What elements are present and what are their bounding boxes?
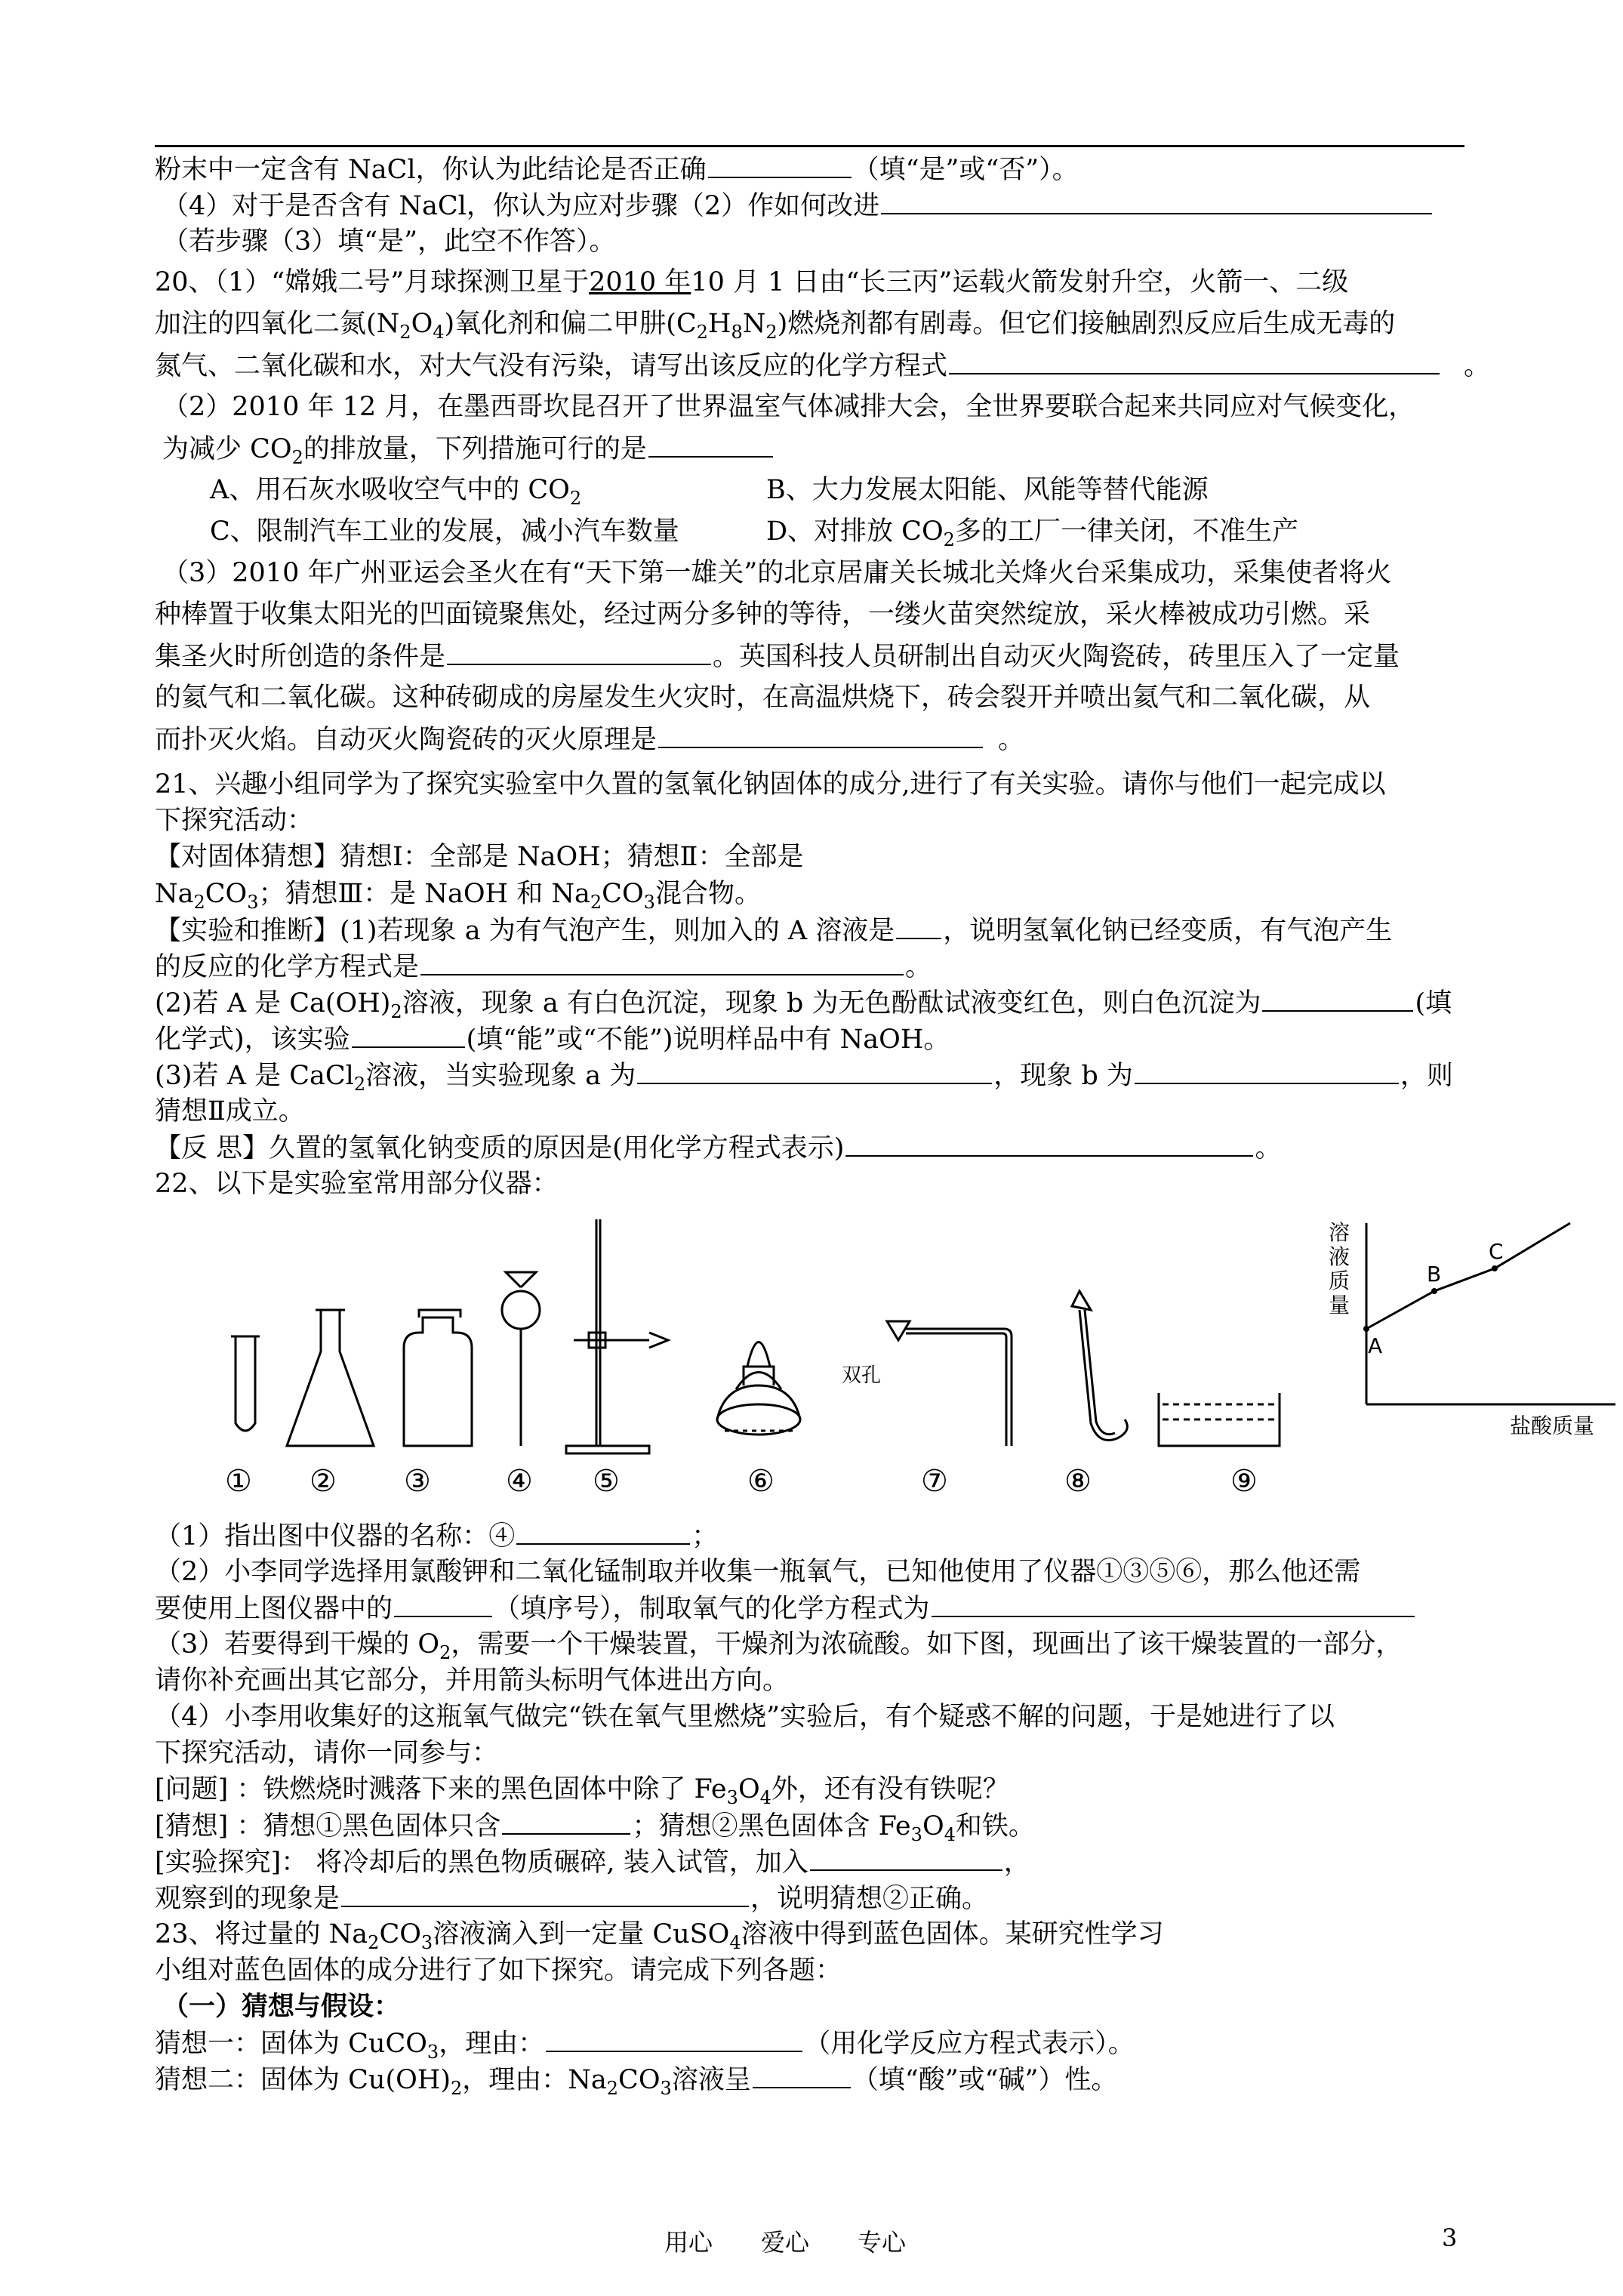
text-line: 下探究活动： — [155, 806, 314, 836]
answer-blank[interactable] — [447, 638, 711, 665]
apparatus-number: ⑥ — [747, 1464, 775, 1499]
text-line: [实验探究]： 将冷却后的黑色物质碾碎, 装入试管，加入 ， — [155, 1844, 1030, 1881]
text-line: （2）2010 年 12 月，在墨西哥坎昆召开了世界温室气体减排大会，全世界要联合起来共同应对气候变化， — [162, 392, 1415, 422]
text-line: 氮气、二氧化碳和水，对大气没有污染，请写出该反应的化学方程式 。 — [155, 347, 1490, 384]
text-line: （1）指出图中仪器的名称：④ ； — [155, 1518, 718, 1555]
text-line: （若步骤（3）填“是”，此空不作答）。 — [162, 227, 616, 257]
page-number: 3 — [1442, 2224, 1458, 2252]
answer-blank[interactable] — [753, 2061, 851, 2088]
text-line: $Na_2CO_3$；猜想Ⅲ：是 NaOH 和 $Na_2CO_3$混合物。 — [155, 879, 761, 913]
option-a: A、用石灰水吸收空气中的 $CO_2$ — [210, 475, 582, 509]
graph-ylabel-2: 液 — [1329, 1244, 1350, 1269]
answer-blank[interactable] — [637, 1057, 992, 1084]
text-line: 【实验和推断】(1)若现象 a 为有气泡产生，则加入的 A 溶液是 ，说明氢氧化钠已经变质，有气泡产生 — [155, 912, 1392, 949]
answer-blank[interactable] — [420, 948, 904, 975]
water-trough-icon — [1159, 1393, 1280, 1446]
text-line: 种棒置于收集太阳光的凹面镜聚焦处，经过两分多钟的等待，一缕火苗突然绽放，采火棒被成功引燃。采 — [155, 599, 1371, 630]
answer-blank[interactable] — [1262, 985, 1413, 1012]
text-line: 猜想一：固体为 CuCO$_3$，理由： （用化学反应方程式表示）。 — [155, 2025, 1135, 2062]
apparatus-number: ② — [310, 1464, 337, 1499]
text-line: 请你补充画出其它部分，并用箭头标明气体进出方向。 — [155, 1666, 790, 1696]
text-line: 粉末中一定含有 NaCl，你认为此结论是否正确 （填“是”或“否”）。 — [155, 151, 1079, 188]
header-rule — [155, 145, 1464, 147]
answer-blank[interactable] — [394, 1590, 492, 1617]
bent-tube-icon — [1072, 1291, 1127, 1441]
apparatus-number: ① — [225, 1464, 252, 1499]
text-line: 集圣火时所创造的条件是 。英国科技人员研制出自动灭火陶瓷砖，砖里压入了一定量 — [155, 638, 1400, 675]
apparatus-numbers — [225, 1464, 1258, 1499]
answer-blank[interactable] — [845, 1130, 1253, 1157]
text-line: （2）小李同学选择用氯酸钾和二氧化锰制取并收集一瓶氧气，已知他使用了仪器①③⑤⑥，那么他还需 — [155, 1557, 1361, 1587]
answer-blank[interactable] — [949, 347, 1440, 374]
answer-blank[interactable] — [502, 1808, 630, 1835]
text-line: 【反 思】久置的氢氧化钠变质的原因是(用化学方程式表示) 。 — [155, 1130, 1281, 1166]
graph-ylabel-1: 溶 — [1329, 1220, 1350, 1245]
graph-ylabel-4: 量 — [1329, 1293, 1350, 1318]
apparatus-number: ④ — [506, 1464, 533, 1499]
answer-blank[interactable] — [708, 151, 852, 178]
graph-ylabel-3: 质 — [1329, 1268, 1350, 1293]
text-line: 的氦气和二氧化碳。这种砖砌成的房屋发生火灾时，在高温烘烧下，砖会裂开并喷出氦气和二氧化碳，从 — [155, 683, 1371, 713]
footer-text: 用心 爱心 专心 — [664, 2228, 907, 2257]
graph-point-label: A — [1368, 1333, 1383, 1358]
text-line: 21、兴趣小组同学为了探究实验室中久置的氢氧化钠固体的成分,进行了有关实验。请你与他们一起完成以 — [155, 769, 1386, 800]
answer-blank[interactable] — [658, 721, 983, 748]
answer-blank[interactable] — [546, 2025, 802, 2052]
answer-blank[interactable] — [896, 912, 941, 939]
text-line: （3）2010 年广州亚运会圣火在有“天下第一雄关”的北京居庸关长城北关烽火台采集成功，采集使者将火 — [162, 558, 1392, 588]
graph-point — [1492, 1265, 1498, 1271]
answer-blank[interactable] — [881, 187, 1432, 214]
apparatus-figure — [204, 1204, 1329, 1506]
text-line: 化学式)，该实验 (填“能”或“不能”)说明样品中有 NaOH。 — [155, 1021, 950, 1058]
alcohol-lamp-icon — [717, 1342, 800, 1435]
option-c: C、限制汽车工业的发展，减小汽车数量 — [210, 516, 679, 547]
answer-blank[interactable] — [648, 430, 773, 458]
text-line: （4）小李用收集好的这瓶氧气做完“铁在氧气里燃烧”实验后，有个疑惑不解的问题，于是她进行了以 — [155, 1702, 1335, 1732]
graph-point — [1431, 1288, 1437, 1294]
graph-point-label: C — [1489, 1239, 1504, 1264]
separatory-funnel-icon — [502, 1272, 540, 1446]
iron-stand-icon — [566, 1219, 668, 1453]
answer-blank[interactable] — [516, 1518, 690, 1545]
graph-point-label: B — [1427, 1262, 1442, 1287]
text-line: 观察到的现象是 ，说明猜想②正确。 — [155, 1880, 988, 1917]
answer-blank[interactable] — [1135, 1057, 1399, 1084]
delivery-tube-icon — [887, 1321, 1012, 1446]
text-line: [猜想] ：猜想①黑色固体只含 ；猜想②黑色固体含 $Fe_3O_4$和铁。 — [155, 1808, 1035, 1845]
text-line: （4）对于是否含有 NaCl，你认为应对步骤（2）作如何改进 — [162, 187, 1434, 224]
option-b: B、大力发展太阳能、风能等替代能源 — [766, 475, 1209, 505]
mass-graph — [1321, 1208, 1615, 1435]
text-line: 要使用上图仪器中的 （填序号），制取氧气的化学方程式为 — [155, 1590, 1416, 1627]
text-line: 加注的四氧化二氮$(N_2O_4)$氧化剂和偏二甲肼$(C_2H_8N_2)$燃烧剂都有剧毒。但它们接触剧烈反应后生成无毒的 — [155, 309, 1396, 343]
apparatus-number: ⑤ — [593, 1464, 620, 1499]
option-d: D、对排放 $CO_2$多的工厂一律关闭，不准生产 — [766, 516, 1298, 550]
text-line: 小组对蓝色固体的成分进行了如下探究。请完成下列各题： — [155, 1955, 842, 1986]
conical-flask-icon — [287, 1310, 374, 1446]
section-heading: （一）猜想与假设： — [162, 1991, 401, 2022]
graph-xlabel: 盐酸质量 — [1510, 1413, 1595, 1435]
text-line: 为减少 $CO_2$的排放量，下列措施可行的是 — [162, 430, 775, 467]
apparatus-number: ③ — [404, 1464, 431, 1499]
double-hole-label: 双孔 — [842, 1364, 882, 1387]
text-line: 【对固体猜想】猜想Ⅰ：全部是 NaOH；猜想Ⅱ：全部是 — [155, 842, 804, 872]
answer-blank[interactable] — [810, 1844, 1002, 1871]
text-line: 23、将过量的 $Na_2CO_3$溶液滴入到一定量 CuSO$_4$溶液中得到蓝色固体。某研究性学习 — [155, 1919, 1164, 1953]
apparatus-number: ⑧ — [1064, 1464, 1092, 1499]
test-tube-icon — [231, 1336, 260, 1431]
answer-blank[interactable] — [352, 1021, 465, 1048]
reagent-bottle-icon — [404, 1310, 472, 1446]
text-line: （3）若要得到干燥的 $O_2$，需要一个干燥装置，干燥剂为浓硫酸。如下图，现画出了该干燥装置的一部分， — [155, 1629, 1403, 1663]
text-line: 20、（1）“嫦娥二号”月球探测卫星于2010 年10 月 1 日由“长三丙”运载火箭发射升空，火箭一、二级 — [155, 267, 1349, 297]
answer-blank[interactable] — [932, 1590, 1415, 1617]
apparatus-number: ⑨ — [1230, 1464, 1258, 1499]
text-line: (3)若 A 是 CaCl$_2$溶液，当实验现象 a 为 ，现象 b 为 ，则 — [155, 1057, 1453, 1094]
text-line: 而扑灭火焰。自动灭火陶瓷砖的灭火原理是 。 — [155, 721, 1024, 758]
text-line: 猜想二：固体为 $Cu(OH)_2$，理由：$Na_2CO_3$溶液呈 （填“酸”或“碱”）性。 — [155, 2061, 1117, 2098]
answer-blank[interactable] — [341, 1880, 749, 1907]
text-line: 猜想Ⅱ成立。 — [155, 1096, 305, 1126]
graph-line — [1366, 1223, 1570, 1329]
text-line: 的反应的化学方程式是 。 — [155, 948, 932, 985]
text-line: 下探究活动，请你一同参与： — [155, 1738, 499, 1768]
text-line: [问题] ：铁燃烧时溅落下来的黑色固体中除了 $Fe_3O_4$外，还有没有铁呢？ — [155, 1774, 1009, 1808]
text-line: (2)若 A 是 $Ca(OH)_2$溶液，现象 a 有白色沉淀，现象 b 为无色酚酞试液变红色，则白色沉淀为 (填 — [155, 985, 1452, 1022]
apparatus-number: ⑦ — [921, 1464, 948, 1499]
graph-point — [1363, 1326, 1369, 1332]
text-line: 22、以下是实验室常用部分仪器： — [155, 1169, 559, 1199]
